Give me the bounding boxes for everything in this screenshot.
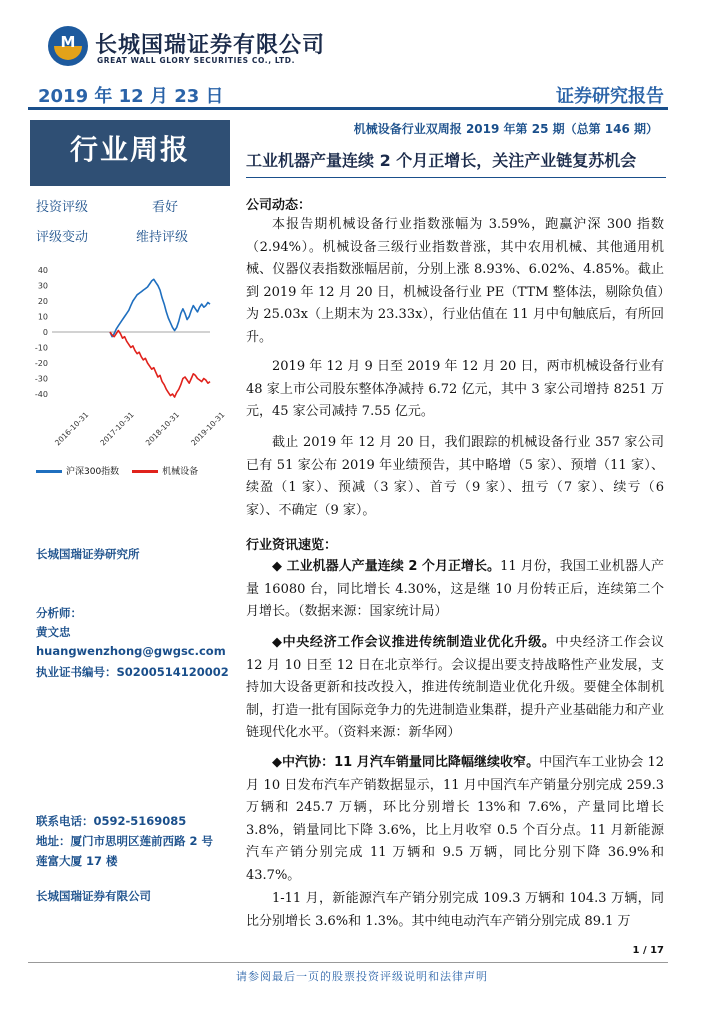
rating-change-label: 评级变动	[36, 230, 89, 245]
y-tick-label: -10	[34, 343, 48, 353]
report-badge: 行业周报	[30, 120, 230, 186]
analyst-name: 黄文忠	[36, 625, 71, 639]
news-item-text: 11 月份，我国工业机器人产量 16080 台，同比增长 4.30%，这是继 10 月份转正后，连续第二个月增长。（数据来源：国家统计局）	[246, 559, 664, 620]
news-item	[246, 632, 664, 745]
institute-name: 长城国瑞证券研究所	[36, 547, 140, 561]
x-tick-label: 2018-10-31	[143, 410, 182, 448]
news-item-text: 中国汽车工业协会 12 月 10 日发布汽车产销数据显示，11 月中国汽车产销量分别完成 259.3 万辆和 245.7 万辆，环比分别增长 13%和 7.6%，产量同比增长 3.8%，销量同比下降 3.6%，比上月收窄 0.5 个百分点。11 月新能源汽车产销分别完成 11 万辆和 9.5 万辆，同比分别下降 36.9%和 43.7%。	[246, 755, 664, 883]
paragraph: 2019 年 12 月 9 日至 2019 年 12 月 20 日，两市机械设备行业有 48 家上市公司股东整体净减持 6.72 亿元，其中 3 家公司增持 8251 万元，45 家公司减持 7.55 亿元。	[246, 359, 664, 420]
company-footer-name: 长城国瑞证券有限公司	[36, 889, 151, 903]
y-tick-label: 10	[37, 312, 48, 322]
y-tick-label: 20	[37, 297, 48, 306]
contact-phone: 联系电话：0592-5169085	[36, 814, 187, 828]
report-date: 2019 年 12 月 23 日	[38, 86, 224, 107]
header-divider	[28, 107, 668, 110]
section-industry-news: 行业资讯速览：	[246, 538, 338, 553]
company-name-cn: 长城国瑞证券有限公司	[95, 33, 326, 58]
y-tick-label: 40	[37, 266, 48, 275]
x-tick-label: 2016-10-31	[53, 410, 91, 448]
page-number: 1 / 17	[632, 945, 664, 956]
rating-change-value: 维持评级	[136, 230, 189, 245]
analyst-email[interactable]: huangwenzhong@gwgsc.com	[36, 644, 226, 658]
report-subtitle: 机械设备行业双周报 2019 年第 25 期（总第 146 期）	[353, 122, 658, 136]
rating-value: 看好	[152, 200, 179, 215]
company-name-en: GREAT WALL GLORY SECURITIES CO., LTD.	[97, 56, 296, 65]
section-company-news: 公司动态：	[246, 198, 312, 213]
y-tick-label: -20	[34, 359, 48, 368]
news-item	[246, 752, 664, 888]
news-item-title: ◆ 工业机器人产量连续 2 个月正增长。	[272, 559, 501, 574]
news-item-title: ◆中汽协：11 月汽车销量同比降幅继续收窄。	[272, 755, 540, 770]
series-line-0	[110, 279, 210, 336]
x-tick-label: 2017-10-31	[98, 410, 136, 448]
news-item-text: 中央经济工作会议 12 月 10 日至 12 日在北京举行。会议提出要支持战略性产业发展，支持加大设备更新和技改投入，推进传统制造业优化升级。要健全体制机制，打造一批有国际竞争力的先进制造业集群，提升产业基础能力和产业链现代化水平。（资料来源：新华网）	[246, 635, 664, 741]
paragraph: 截止 2019 年 12 月 20 日，我们跟踪的机械设备行业 357 家公司已有 51 家公布 2019 年业绩预告，其中略增（5 家）、预增（11 家）、续盈（1 家）、预减（3 家）、首亏（9 家）、扭亏（7 家）、续亏（6 家）、不确定（9 家）。	[246, 435, 664, 518]
page-title: 工业机器产量连续 2 个月正增长，关注产业链复苏机会	[246, 151, 637, 170]
x-tick-label: 2019-10-31	[189, 410, 227, 448]
rating-label: 投资评级	[36, 200, 89, 215]
chart-legend	[36, 464, 198, 477]
y-tick-label: -30	[34, 374, 48, 384]
license-number: 执业证书编号：S0200514120002	[36, 665, 229, 679]
contact-address-2: 莲富大厦 17 楼	[36, 854, 118, 868]
series-line-1	[110, 331, 210, 398]
great-wall-logo-icon: M	[48, 26, 88, 66]
y-tick-label: 0	[42, 328, 48, 337]
paragraph: 本报告期机械设备行业指数涨幅为 3.59%，跑赢沪深 300 指数（2.94%）。机械设备三级行业指数普涨，其中农用机械、其他通用机械、仪器仪表指数涨幅居前，分别上涨 8.93%、6.02%、4.85%。截止到 2019 年 12 月 20 日，机械设备行业 PE（TTM 整体法，剔除负值）为 25.03x（上期末为 23.33x），行业估值在 11 月中旬触底后，有所回升。	[246, 217, 664, 345]
report-type: 证券研究报告	[556, 86, 664, 107]
paragraph: 1-11 月，新能源汽车产销分别完成 109.3 万辆和 104.3 万辆，同比分别增长 3.6%和 1.3%。其中纯电动汽车产销分别完成 89.1 万	[246, 891, 664, 929]
y-tick-label: -40	[34, 390, 48, 399]
news-item-title: ◆中央经济工作会议推进传统制造业优化升级。	[272, 635, 556, 650]
contact-address: 地址：厦门市思明区莲前西路 2 号	[36, 834, 214, 848]
disclaimer: 请参阅最后一页的股票投资评级说明和法律声明	[236, 970, 488, 983]
analyst-label: 分析师：	[36, 606, 82, 620]
news-item	[246, 556, 664, 624]
legend-hs300: 沪深300指数	[66, 467, 120, 477]
title-divider	[246, 177, 666, 178]
legend-machinery: 机械设备	[162, 467, 199, 477]
footer-divider	[28, 962, 668, 963]
y-tick-label: 30	[37, 281, 48, 291]
index-performance-chart	[28, 258, 227, 460]
